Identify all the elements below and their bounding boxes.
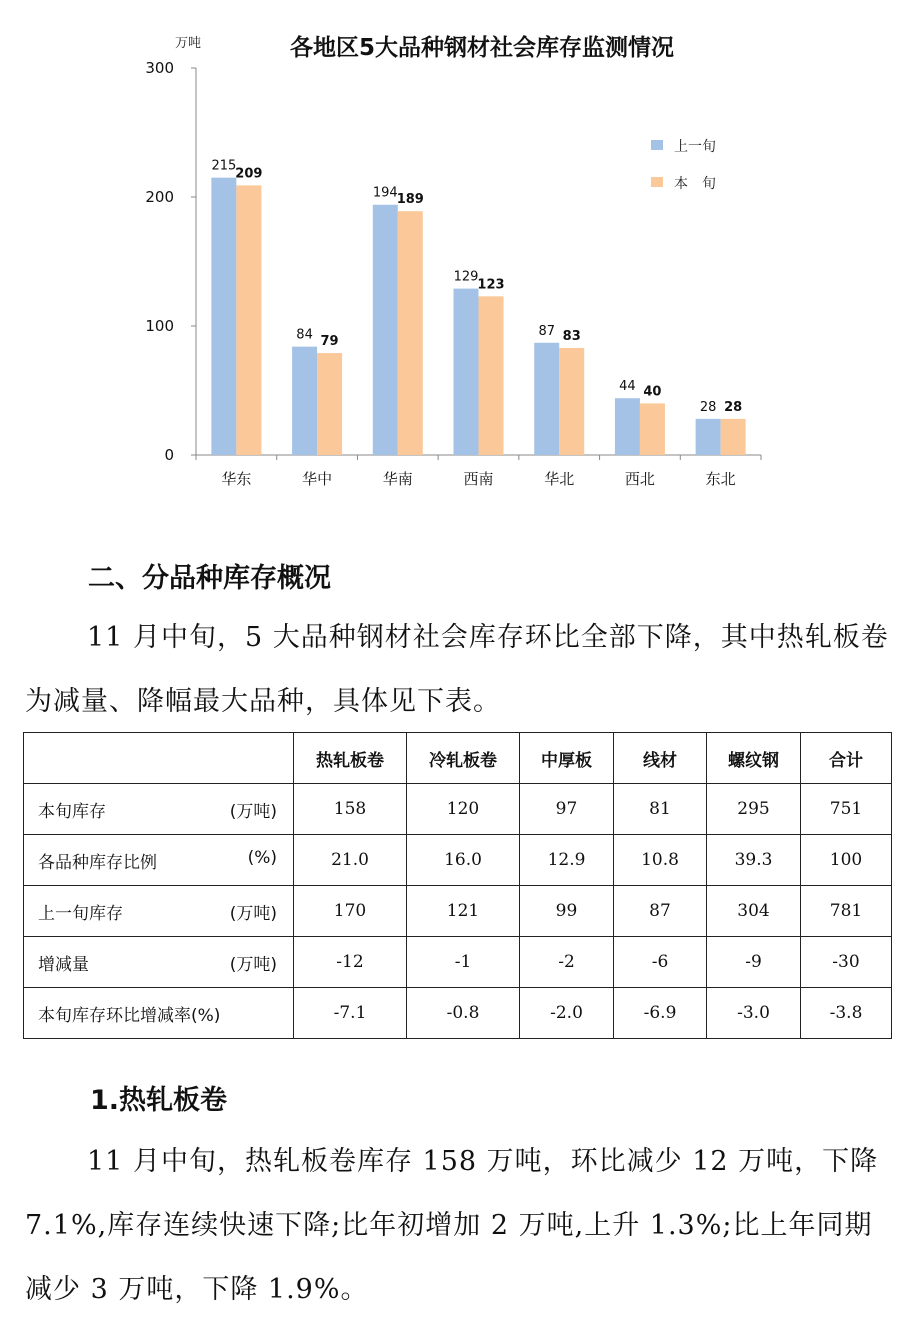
chart-title: 各地区5大品种钢材社会库存监测情况 [289, 35, 675, 61]
table-row [24, 835, 892, 886]
table-row [24, 886, 892, 937]
row-unit: (万吨) [229, 954, 277, 975]
bar-data-label: 83 [562, 328, 581, 344]
table-cell: 39.3 [707, 835, 801, 886]
bar-data-label: 28 [699, 399, 717, 415]
table-cell: -1 [407, 937, 520, 988]
table-header-cell: 螺纹钢 [707, 733, 801, 784]
table-row [24, 988, 892, 1039]
bar-current [398, 211, 423, 455]
table-cell: 304 [707, 886, 801, 937]
table-row [24, 937, 892, 988]
row-label-text: 增减量 [38, 954, 89, 975]
row-unit: (万吨) [229, 903, 277, 924]
bar-data-label: 28 [724, 399, 743, 415]
legend-swatch [651, 140, 663, 150]
table-cell: 87 [614, 886, 707, 937]
table-header-cell: 中厚板 [520, 733, 614, 784]
table-cell: 12.9 [520, 835, 614, 886]
row-label [24, 835, 294, 886]
bar-data-label: 189 [396, 192, 424, 208]
bar-previous [696, 419, 721, 455]
table-cell: -6 [614, 937, 707, 988]
bar-current [721, 419, 746, 455]
x-tick-label: 东北 [705, 470, 736, 488]
table-cell: 81 [614, 784, 707, 835]
y-tick-label: 0 [164, 446, 174, 464]
bar-previous [373, 205, 398, 455]
row-label [24, 988, 294, 1039]
chart-y-axis-unit: 万吨 [174, 36, 202, 51]
x-tick-label: 华北 [544, 470, 575, 488]
bar-previous [211, 178, 236, 455]
section-heading-varieties: 二、分品种库存概况 [88, 563, 331, 594]
table-cell: 97 [520, 784, 614, 835]
bar-data-label: 215 [211, 158, 237, 174]
bar-data-label: 87 [538, 323, 555, 339]
row-label [24, 886, 294, 937]
bar-data-label: 194 [372, 185, 398, 201]
table-cell: 781 [801, 886, 892, 937]
hot-rolled-paragraph: 11 月中旬，热轧板卷库存 158 万吨，环比减少 12 万吨，下降 7.1%,库存连续快速下降;比年初增加 2 万吨,上升 1.3%;比上年同期减少 3 万吨，下降 1.9%。 [25, 1146, 879, 1305]
legend-label: 本 旬 [674, 176, 716, 192]
table-cell: 99 [520, 886, 614, 937]
table-cell: -6.9 [614, 988, 707, 1039]
x-tick-label: 华中 [302, 470, 333, 488]
x-tick-label: 西南 [463, 470, 494, 488]
table-cell: 21.0 [294, 835, 407, 886]
row-unit: (万吨) [229, 801, 277, 822]
chart-y-axis [145, 59, 196, 464]
table-header-cell: 冷轧板卷 [407, 733, 520, 784]
row-label [24, 937, 294, 988]
legend-label: 上一旬 [674, 139, 716, 155]
legend-swatch [651, 177, 663, 187]
bar-current [559, 348, 584, 455]
bar-data-label: 129 [453, 269, 479, 285]
row-label-text: 各品种库存比例 [38, 852, 157, 873]
bar-data-label: 209 [235, 166, 263, 182]
table-cell: 158 [294, 784, 407, 835]
x-tick-label: 西北 [624, 470, 655, 488]
bar-current [317, 353, 342, 455]
table-cell: -30 [801, 937, 892, 988]
table-cell: -2.0 [520, 988, 614, 1039]
table-row [24, 784, 892, 835]
table-cell: -3.0 [707, 988, 801, 1039]
y-tick-label: 100 [145, 317, 174, 335]
x-tick-label: 华东 [221, 470, 252, 488]
inventory-table [23, 732, 892, 1039]
bar-previous [454, 289, 479, 455]
x-tick-label: 华南 [382, 470, 413, 488]
section-heading-hot-rolled: 1.热轧板卷 [90, 1085, 228, 1116]
table-cell: -2 [520, 937, 614, 988]
section-intro-paragraph: 11 月中旬，5 大品种钢材社会库存环比全部下降，其中热轧板卷为减量、降幅最大品种，具体见下表。 [25, 622, 889, 717]
bar-data-label: 123 [477, 277, 505, 293]
table-cell: 121 [407, 886, 520, 937]
bar-current [640, 403, 665, 455]
table-header-row [24, 733, 892, 784]
row-label-text: 上一旬库存 [38, 903, 123, 924]
table-cell: 120 [407, 784, 520, 835]
table-cell: -7.1 [294, 988, 407, 1039]
row-unit: (%) [247, 847, 277, 868]
table-cell: -12 [294, 937, 407, 988]
table-header-cell: 线材 [614, 733, 707, 784]
table-cell: -3.8 [801, 988, 892, 1039]
chart-legend [651, 139, 716, 192]
bar-current [236, 185, 261, 455]
table-header-cell [24, 733, 294, 784]
table-cell: 16.0 [407, 835, 520, 886]
table-header-cell: 热轧板卷 [294, 733, 407, 784]
table-cell: 295 [707, 784, 801, 835]
bar-data-label: 40 [643, 384, 662, 400]
row-label-text: 本旬库存环比增减率(%) [38, 1005, 221, 1026]
table-header-cell: 合计 [801, 733, 892, 784]
bar-data-label: 44 [619, 379, 636, 395]
table-cell: -9 [707, 937, 801, 988]
row-label-text: 本旬库存 [38, 801, 106, 822]
table-cell: 10.8 [614, 835, 707, 886]
bar-current [479, 296, 504, 455]
table-cell: 100 [801, 835, 892, 886]
table-cell: 170 [294, 886, 407, 937]
bar-previous [534, 343, 559, 455]
table-cell: 751 [801, 784, 892, 835]
y-tick-label: 200 [145, 188, 174, 206]
bar-previous [292, 347, 317, 455]
bar-previous [615, 398, 640, 455]
bar-data-label: 84 [296, 327, 313, 343]
row-label [24, 784, 294, 835]
chart-x-axis [196, 455, 761, 488]
chart-bars [211, 159, 745, 455]
bar-data-label: 79 [320, 334, 339, 350]
table-cell: -0.8 [407, 988, 520, 1039]
y-tick-label: 300 [145, 59, 174, 77]
regional-inventory-chart [0, 0, 917, 520]
